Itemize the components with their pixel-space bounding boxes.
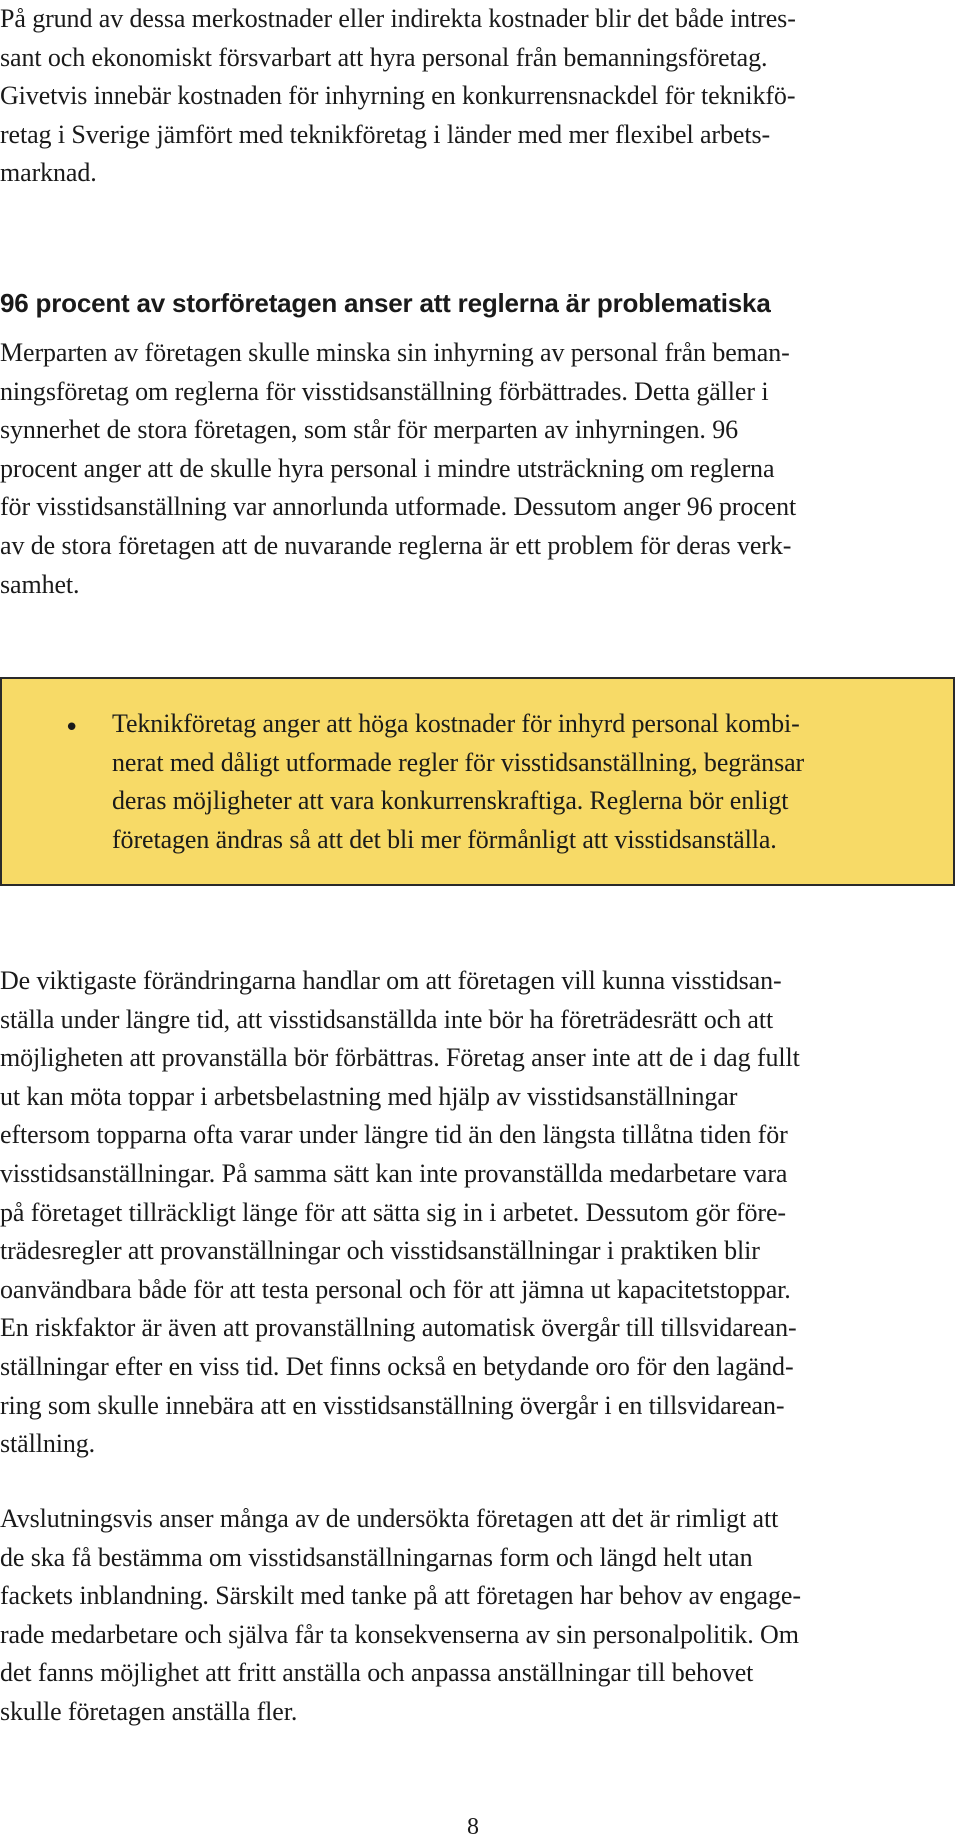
text-line: procent anger att de skulle hyra personal i mindre utsträckning om reglerna [0,453,775,483]
text-line: företagen ändras så att det bli mer förmånligt att visstidsanställa. [112,824,777,854]
section-heading: 96 procent av storföretagen anser att reglerna är problematiska [0,288,771,318]
text-line: ställningar efter en viss tid. Det finns också en betydande oro för den lagänd- [0,1351,794,1381]
text-line: Avslutningsvis anser många av de undersökta företagen att det är rimligt att [0,1504,779,1533]
text-line: fackets inblandning. Särskilt med tanke på att företagen har behov av engage- [0,1581,801,1611]
bullet-icon: • [64,713,80,743]
paragraph-conclusion [0,1500,950,1732]
text-line: marknad. [0,158,97,188]
text-line: skulle företagen anställa fler. [0,1696,298,1726]
text-line: ställning. [0,1429,96,1459]
callout-bullet-text [112,705,804,859]
text-line: rade medarbetare och själva får ta konsekvenserna av sin personalpolitik. Om [0,1619,799,1649]
text-line: oanvändbara både för att testa personal och för att jämna ut kapacitetstoppar. [0,1274,791,1304]
text-line: De viktigaste förändringarna handlar om att företagen vill kunna visstidsan- [0,966,782,995]
paragraph-changes [0,962,950,1464]
text-line: ställa under längre tid, att visstidsanställda inte bör ha företrädesrätt och att [0,1004,774,1034]
text-line: visstidsanställningar. På samma sätt kan inte provanställda medarbetare vara [0,1158,788,1188]
text-line: de ska få bestämma om visstidsanställningarnas form och längd helt utan [0,1542,753,1572]
text-line: samhet. [0,569,80,599]
text-line: ut kan möta toppar i arbetsbelastning med hjälp av visstidsanställningar [0,1081,738,1111]
text-line: retag i Sverige jämfört med teknikföretag i länder med mer flexibel arbets- [0,119,771,149]
text-line: På grund av dessa merkostnader eller indirekta kostnader blir det både intres- [0,4,796,33]
text-line: En riskfaktor är även att provanställning automatisk övergår till tillsvidarean- [0,1313,797,1343]
text-line: deras möjligheter att vara konkurrenskraftiga. Reglerna bör enligt [112,786,789,816]
text-line: Teknikföretag anger att höga kostnader för inhyrd personal kombi- [112,709,800,738]
text-line: det fanns möjlighet att fritt anställa och anpassa anställningar till behovet [0,1658,754,1688]
text-line: av de stora företagen att de nuvarande reglerna är ett problem för deras verk- [0,530,792,560]
text-line: synnerhet de stora företagen, som står för merparten av inhyrningen. 96 [0,415,738,445]
summary-callout-box [0,677,955,886]
paragraph-majority [0,334,950,604]
text-line: Givetvis innebär kostnaden för inhyrning en konkurrensnackdel för teknikfö- [0,81,796,111]
text-line: trädesregler att provanställningar och visstidsanställningar i praktiken blir [0,1236,760,1266]
text-line: sant och ekonomiskt försvarbart att hyra personal från bemanningsföretag. [0,42,768,72]
page-number: 8 [467,1814,479,1840]
text-line: eftersom topparna ofta varar under längre tid än den längsta tillåtna tiden för [0,1120,788,1150]
text-line: ningsföretag om reglerna för visstidsanställning förbättrades. Detta gäller i [0,376,769,406]
text-line: ring som skulle innebära att en visstidsanställning övergår i en tillsvidarean- [0,1390,785,1420]
text-line: Merparten av företagen skulle minska sin inhyrning av personal från beman- [0,338,790,367]
text-line: för visstidsanställning var annorlunda utformade. Dessutom anger 96 procent [0,492,797,522]
text-line: nerat med dåligt utformade regler för visstidsanställning, begränsar [112,747,805,777]
text-line: på företaget tillräckligt länge för att sätta sig in i arbetet. Dessutom gör före- [0,1197,786,1227]
text-line: möjligheten att provanställa bör förbättras. Företag anser inte att de i dag fullt [0,1043,800,1073]
paragraph-intro [0,0,950,193]
